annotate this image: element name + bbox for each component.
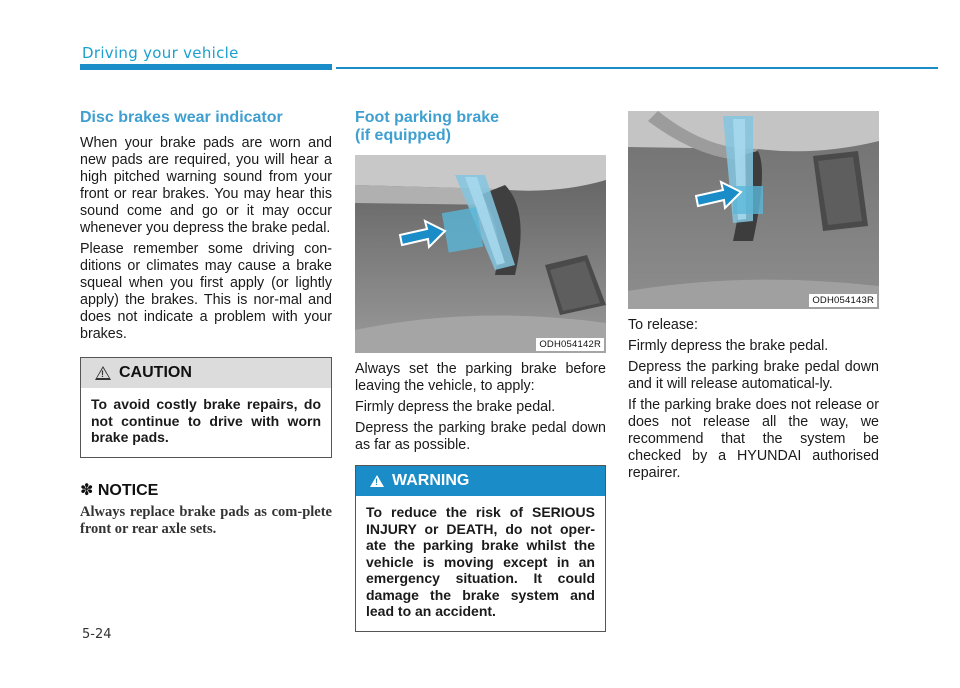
warning-label: WARNING	[392, 472, 470, 489]
notice-title: ✽ NOTICE	[80, 481, 159, 499]
warning-header	[356, 466, 605, 496]
column-parking-brake	[355, 109, 606, 632]
figure-2-code: ODH054143R	[809, 294, 877, 307]
warning-triangle-icon: !	[370, 475, 384, 487]
column-parking-brake-release	[628, 111, 879, 486]
caution-triangle-icon: !	[95, 366, 111, 380]
caution-label: CAUTION	[119, 364, 192, 381]
column-disc-brakes	[80, 109, 332, 538]
section-header-title: Driving your vehicle	[82, 44, 239, 62]
release-paragraph-2: Firmly depress the brake pedal.	[628, 338, 829, 354]
caution-text: To avoid costly brake repairs, do not continue to drive with worn brake pads.	[91, 396, 321, 445]
page-number: 5-24	[82, 627, 112, 642]
caution-header	[81, 358, 331, 388]
disc-brakes-paragraph-1: When your brake pads are worn and new pads are required, you will hear a high pitched warning sound from your front or rear brakes. You may hear this sound come and go or it may occur whenever you depress the brake pedal.	[80, 135, 332, 236]
parking-brake-title-line1: Foot parking brake	[355, 109, 500, 126]
release-paragraph-3: Depress the parking brake pedal down and it will release automatical-ly.	[628, 359, 879, 392]
parking-brake-illustration-2	[628, 111, 879, 309]
figure-1-code: ODH054142R	[536, 338, 604, 351]
apply-paragraph-1: Always set the parking brake before leaving the vehicle, to apply:	[355, 361, 606, 394]
release-paragraph-4: If the parking brake does not release or does not release all the way, we recommend that the system be checked by a HYUNDAI authorised repairer.	[628, 397, 879, 481]
disc-brakes-title: Disc brakes wear indicator	[80, 109, 283, 126]
warning-text: To reduce the risk of SERIOUS INJURY or DEATH, do not oper-ate the parking brake whilst the vehicle is moving except in an emergency situation. It could damage the brake system and lead to an accident.	[366, 504, 595, 619]
section-header-rule	[336, 67, 938, 69]
apply-paragraph-2: Firmly depress the brake pedal.	[355, 399, 556, 415]
parking-brake-title	[355, 109, 606, 145]
figure-parking-brake-apply	[355, 155, 606, 353]
parking-brake-illustration-1	[355, 155, 606, 353]
parking-brake-title-line2: (if equipped)	[355, 127, 451, 144]
disc-brakes-paragraph-2: Please remember some driving con-ditions or climates may cause a brake squeal when you first apply (or lightly apply) the brakes. This is nor-mal and does not indicate a problem with your brakes.	[80, 241, 332, 342]
apply-paragraph-3: Depress the parking brake pedal down as far as possible.	[355, 420, 606, 453]
figure-parking-brake-release	[628, 111, 879, 309]
notice-text: Always replace brake pads as com-plete front or rear axle sets.	[80, 503, 332, 537]
section-header-bar	[80, 64, 332, 70]
release-paragraph-1: To release:	[628, 317, 698, 333]
warning-box	[355, 465, 606, 632]
caution-box	[80, 357, 332, 458]
